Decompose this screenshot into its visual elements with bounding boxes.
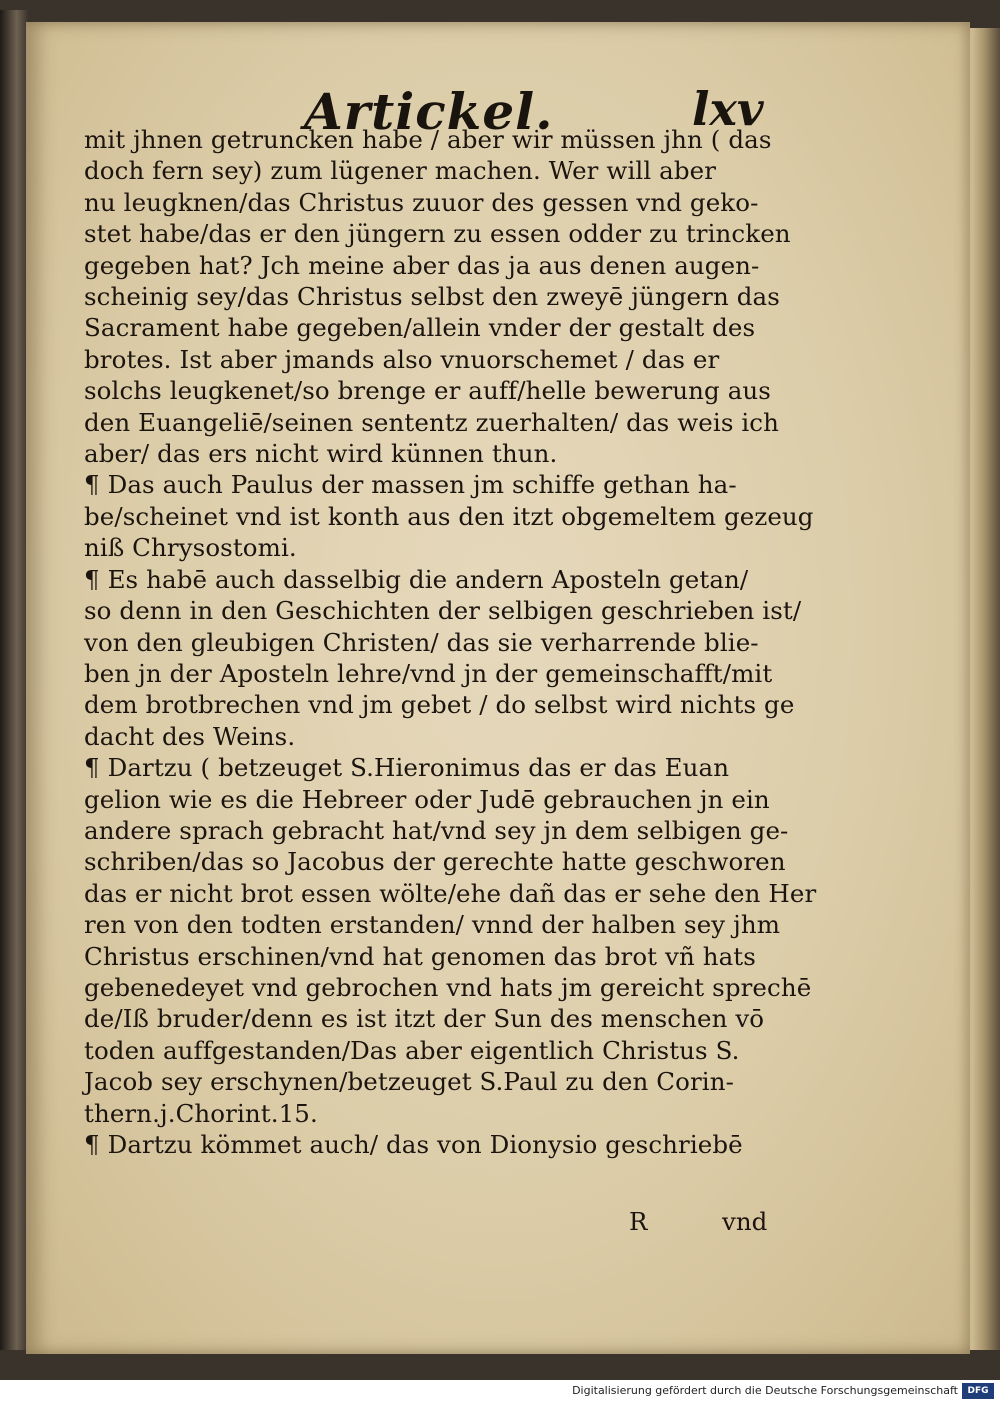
text-line: brotes. Ist aber jmands also vnuorschemet / das er bbox=[84, 344, 720, 374]
text-line: schriben/das so Jacobus der gerechte hatte geschworen bbox=[84, 847, 786, 877]
text-line: thern.j.Chorint.15. bbox=[84, 1098, 318, 1128]
text-line: scheinig sey/das Christus selbst den zweyē jüngern das bbox=[84, 282, 780, 312]
text-line: dacht des Weins. bbox=[84, 721, 296, 751]
text-line: von den gleubigen Christen/ das sie verharrende blie- bbox=[84, 627, 759, 657]
previous-page-edge bbox=[0, 10, 28, 1350]
text-line: solchs leugkenet/so brenge er auff/helle bewerung aus bbox=[84, 376, 771, 406]
text-line: gegeben hat? Jch meine aber das ja aus denen augen- bbox=[84, 250, 760, 280]
catch-line bbox=[84, 1207, 804, 1241]
book-page bbox=[26, 22, 970, 1354]
text-line: den Euangeliē/seinen sententz zuerhalten/ das weis ich bbox=[84, 407, 780, 437]
body-text bbox=[84, 124, 817, 1160]
text-line: Jacob sey erschynen/betzeuget S.Paul zu den Corin- bbox=[84, 1067, 734, 1097]
digitization-footer bbox=[0, 1380, 1000, 1403]
text-line: mit jhnen getruncken habe / aber wir müssen jhn ( das bbox=[84, 125, 772, 154]
text-line: doch fern sey) zum lügener machen. Wer will aber bbox=[84, 156, 717, 186]
catchword: vnd bbox=[722, 1207, 768, 1236]
text-line: andere sprach gebracht hat/vnd sey jn dem selbigen ge- bbox=[84, 815, 789, 845]
text-line: stet habe/das er den jüngern zu essen odder zu trincken bbox=[84, 219, 791, 249]
text-line: nu leugknen/das Christus zuuor des gessen vnd geko- bbox=[84, 187, 759, 217]
text-line: das er nicht brot essen wölte/ehe dañ das er sehe den Her bbox=[84, 878, 817, 908]
text-line: toden auffgestanden/Das aber eigentlich Christus S. bbox=[84, 1035, 740, 1065]
text-line: be/scheinet vnd ist konth aus den itzt obgemeltem gezeug bbox=[84, 501, 814, 531]
text-line: ¶ Es habē auch dasselbig die andern Aposteln getan/ bbox=[84, 564, 749, 594]
folio-number: lxv bbox=[692, 82, 764, 136]
text-line: Sacrament habe gegeben/allein vnder der gestalt des bbox=[84, 313, 756, 343]
running-head-title: Artickel. bbox=[304, 82, 554, 141]
signature-mark: R bbox=[629, 1207, 648, 1236]
text-line: niß Chrysostomi. bbox=[84, 533, 297, 563]
text-line: ¶ Das auch Paulus der massen jm schiffe gethan ha- bbox=[84, 470, 737, 500]
text-line: gebenedeyet vnd gebrochen vnd hats jm gereicht sprechē bbox=[84, 972, 812, 1002]
text-line: ben jn der Aposteln lehre/vnd jn der gemeinschafft/mit bbox=[84, 658, 773, 688]
text-line: so denn in den Geschichten der selbigen geschrieben ist/ bbox=[84, 596, 802, 626]
text-line: aber/ das ers nicht wird künnen thun. bbox=[84, 439, 558, 469]
text-line: de/Iß bruder/denn es ist itzt der Sun des menschen vō bbox=[84, 1004, 765, 1034]
text-line: gelion wie es die Hebreer oder Judē gebrauchen jn ein bbox=[84, 784, 770, 814]
text-line: dem brotbrechen vnd jm gebet / do selbst wird nichts ge bbox=[84, 690, 795, 720]
text-line: ¶ Dartzu ( betzeuget S.Hieronimus das er das Euan bbox=[84, 753, 730, 783]
text-line: ¶ Dartzu kömmet auch/ das von Dionysio geschriebē bbox=[84, 1130, 743, 1159]
dfg-logo: DFG bbox=[962, 1383, 994, 1399]
footer-credit: Digitalisierung gefördert durch die Deutsche Forschungsgemeinschaft bbox=[572, 1384, 958, 1397]
text-line: ren von den todten erstanden/ vnnd der halben sey jhm bbox=[84, 910, 781, 940]
text-line: Christus erschinen/vnd hat genomen das brot vñ hats bbox=[84, 941, 756, 971]
